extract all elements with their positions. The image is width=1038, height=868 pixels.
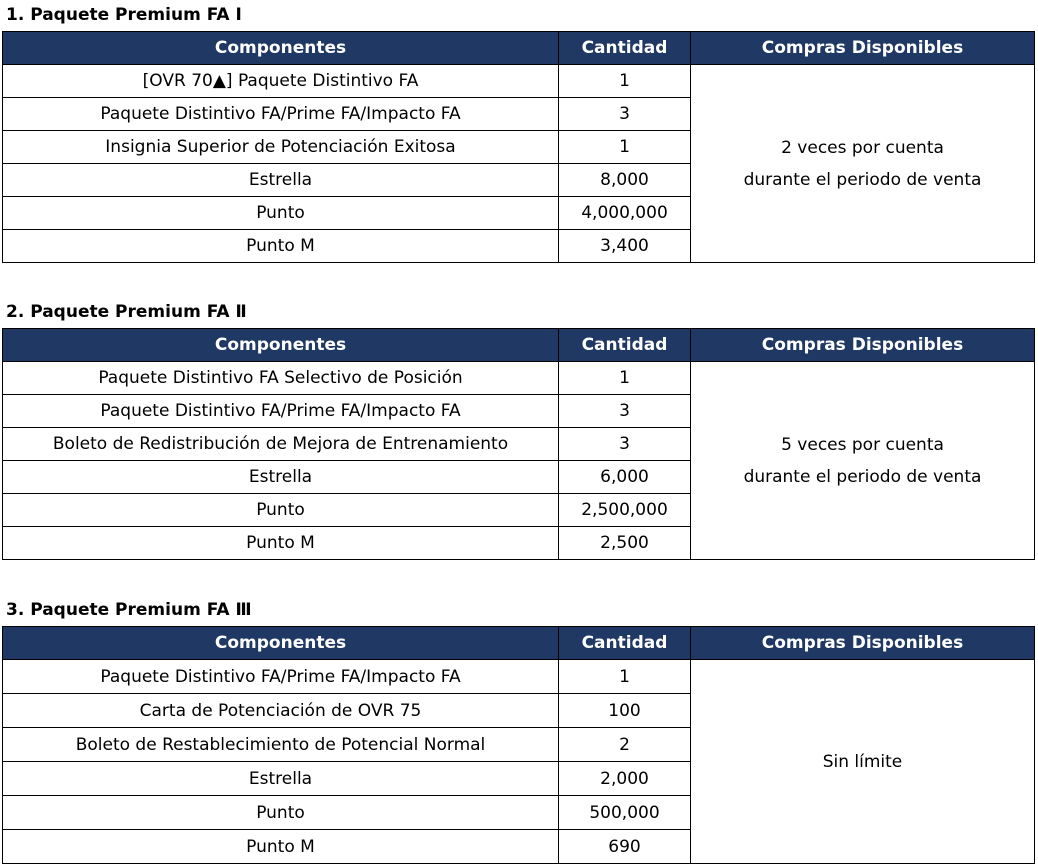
table-header-row	[3, 32, 1035, 65]
component-cell: Estrella	[3, 762, 559, 796]
table-header-row	[3, 329, 1035, 362]
header-components: Componentes	[3, 329, 559, 362]
component-cell: Boleto de Redistribución de Mejora de Entrenamiento	[3, 428, 559, 461]
quantity-cell: 500,000	[559, 796, 691, 830]
quantity-cell: 1	[559, 131, 691, 164]
package-table	[2, 328, 1035, 560]
quantity-cell: 3,400	[559, 230, 691, 263]
purchases-cell	[691, 660, 1035, 864]
package-table	[2, 31, 1035, 263]
component-cell: Paquete Distintivo FA/Prime FA/Impacto FA	[3, 395, 559, 428]
section-title: 2. Paquete Premium FA Ⅱ	[6, 302, 247, 322]
header-purchases: Compras Disponibles	[691, 329, 1035, 362]
quantity-cell: 2,500	[559, 527, 691, 560]
component-cell: Estrella	[3, 164, 559, 197]
package-table	[2, 626, 1035, 864]
quantity-cell: 1	[559, 362, 691, 395]
quantity-cell: 3	[559, 98, 691, 131]
table-row	[3, 362, 1035, 395]
component-cell: Punto	[3, 494, 559, 527]
purchases-line-2: durante el periodo de venta	[743, 466, 982, 487]
quantity-cell: 100	[559, 694, 691, 728]
quantity-cell: 690	[559, 830, 691, 864]
component-cell: Paquete Distintivo FA Selectivo de Posición	[3, 362, 559, 395]
quantity-cell: 2	[559, 728, 691, 762]
quantity-cell: 2,000	[559, 762, 691, 796]
quantity-cell: 8,000	[559, 164, 691, 197]
component-cell: Boleto de Restablecimiento de Potencial Normal	[3, 728, 559, 762]
component-cell: Punto M	[3, 230, 559, 263]
header-quantity: Cantidad	[559, 329, 691, 362]
component-cell: Insignia Superior de Potenciación Exitosa	[3, 131, 559, 164]
table-header-row	[3, 627, 1035, 660]
component-cell: Punto M	[3, 527, 559, 560]
table-row	[3, 65, 1035, 98]
header-purchases: Compras Disponibles	[691, 32, 1035, 65]
quantity-cell: 3	[559, 428, 691, 461]
component-cell: Estrella	[3, 461, 559, 494]
component-cell: Paquete Distintivo FA/Prime FA/Impacto FA	[3, 660, 559, 694]
quantity-cell: 6,000	[559, 461, 691, 494]
quantity-cell: 2,500,000	[559, 494, 691, 527]
component-cell: Paquete Distintivo FA/Prime FA/Impacto FA	[3, 98, 559, 131]
purchases-cell	[691, 65, 1035, 263]
header-quantity: Cantidad	[559, 627, 691, 660]
quantity-cell: 1	[559, 65, 691, 98]
component-cell: Punto M	[3, 830, 559, 864]
quantity-cell: 4,000,000	[559, 197, 691, 230]
component-cell: Carta de Potenciación de OVR 75	[3, 694, 559, 728]
purchases-cell	[691, 362, 1035, 560]
quantity-cell: 3	[559, 395, 691, 428]
component-cell: Punto	[3, 796, 559, 830]
quantity-cell: 1	[559, 660, 691, 694]
purchases-line-1: 2 veces por cuenta	[781, 137, 944, 158]
table-row	[3, 660, 1035, 694]
component-cell: [OVR 70▲] Paquete Distintivo FA	[3, 65, 559, 98]
header-components: Componentes	[3, 32, 559, 65]
purchases-line-1: 5 veces por cuenta	[781, 434, 944, 455]
header-quantity: Cantidad	[559, 32, 691, 65]
section-title: 1. Paquete Premium FA Ⅰ	[6, 5, 242, 25]
purchases-line-2: durante el periodo de venta	[743, 169, 982, 190]
header-components: Componentes	[3, 627, 559, 660]
purchases-line-1: Sin límite	[822, 751, 903, 772]
component-cell: Punto	[3, 197, 559, 230]
header-purchases: Compras Disponibles	[691, 627, 1035, 660]
section-title: 3. Paquete Premium FA Ⅲ	[6, 600, 252, 620]
